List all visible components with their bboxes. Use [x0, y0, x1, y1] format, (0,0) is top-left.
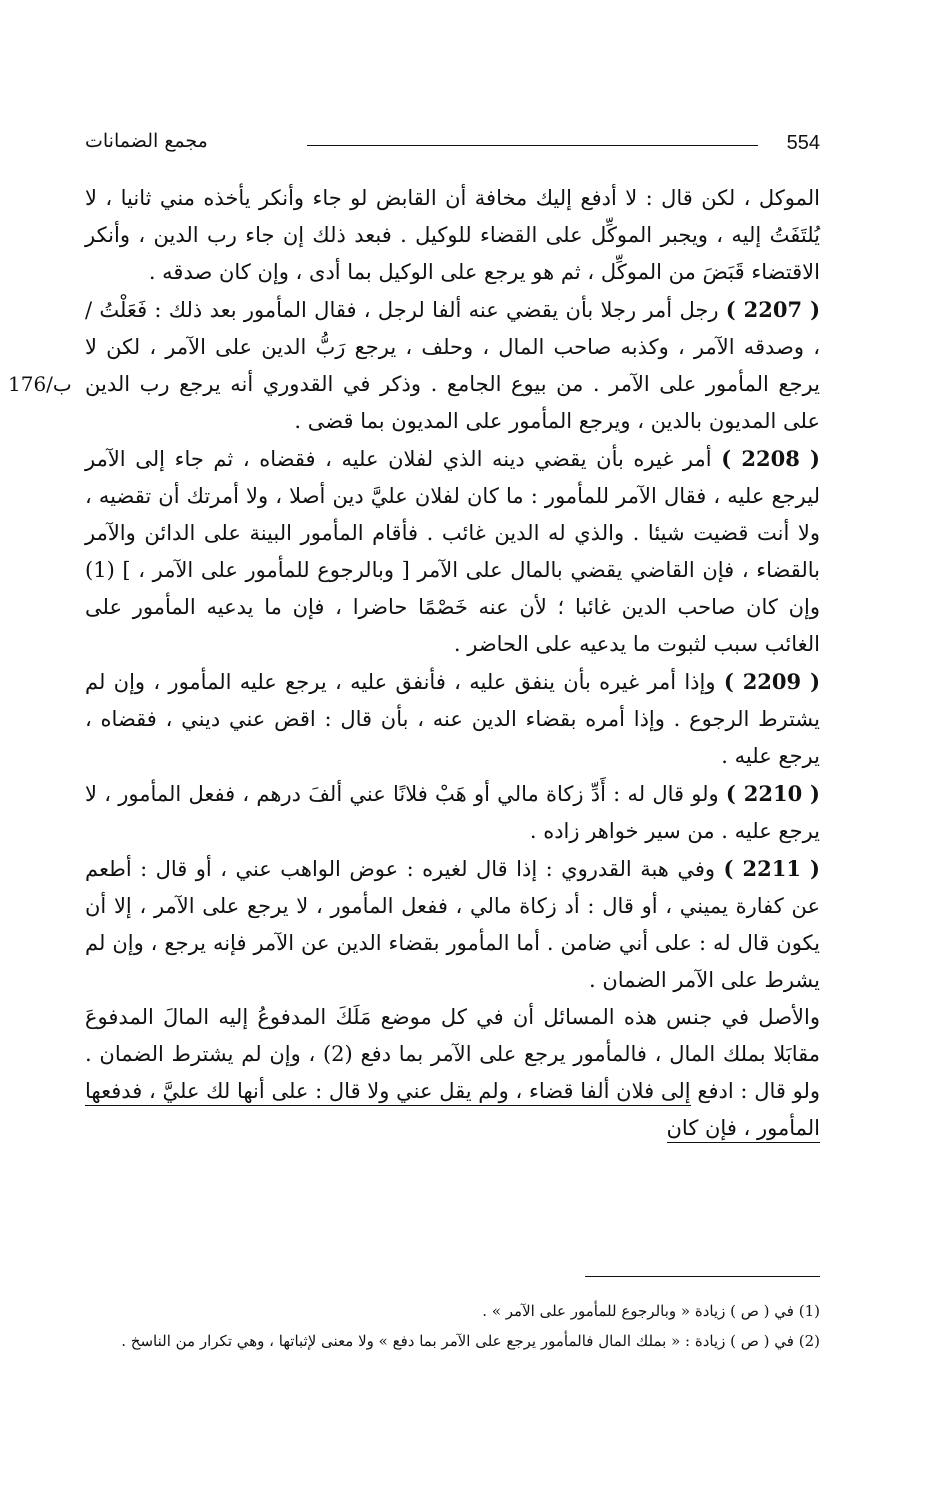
footnote-1: (1) في ( ص ) زيادة « وبالرجوع للمأمور على الآمر » . — [482, 1302, 820, 1320]
entry-number: ( 2210 ) — [725, 781, 820, 806]
header-rule — [307, 145, 758, 146]
underlined-last-line: إلى فلان ألفا قضاء ، ولم يقل عني ولا قال : على أنها لك عليَّ ، فدفعها المأمور ، فإن كان — [85, 1079, 820, 1143]
entry-number: ( 2207 ) — [725, 297, 821, 322]
entry-number: ( 2211 ) — [723, 856, 820, 881]
paragraph-2210: ( 2210 ) ولو قال له : أَدِّ زكاة مالي أو هَبْ فلانًا عني ألفَ درهم ، ففعل المأمور ، لا يرجع عليه . من سير خواهر زاده . — [85, 781, 820, 843]
main-text — [85, 180, 820, 1147]
paragraph-2207: ( 2207 ) رجل أمر رجلا بأن يقضي عنه ألفا لرجل ، فقال المأمور بعد ذلك : فَعَلْتُ / ، وصدقه الآمر ، وكذبه صاحب المال ، وحلف ، يرجع رَبُّ الدين على الآمر ، لكن لا يرجع المأمور على الآمر . من بيوع الجامع . وذكر في القدوري أنه يرجع رب الدين على المديون بالدين ، ويرجع المأمور على المديون بما قضى . — [85, 297, 821, 433]
paragraph-2208: ( 2208 ) أمر غيره بأن يقضي دينه الذي لفلان عليه ، فقضاه ، ثم جاء إلى الآمر ليرجع عليه ، فقال الآمر للمأمور : ما كان لفلان عليَّ دين أصلا ، ولا أمرتك أن تقضيه ، ولا أنت قضيت شيئا . والذي له الدين غائب . فأقام المأمور البينة على الدائن والآمر بالقضاء ، فإن القاضي يقضي بالمال على الآمر [ وبالرجوع للمأمور على الآمر ، ] (1) وإن كان صاحب الدين غائبا ؛ لأن عنه خَصْمًا حاضرا ، فإن ما يدعيه المأمور على الغائب سبب لثبوت ما يدعيه على الحاضر . — [85, 446, 820, 656]
footnote-rule — [585, 1276, 820, 1277]
paragraph-principle: والأصل في جنس هذه المسائل أن في كل موضع مَلَكَ المدفوعُ إليه المالَ المدفوعَ مقابَلا بملك المال ، فالمأمور يرجع على الآمر بما دفع (2) ، وإن لم يشترط الضمان . ولو قال : ادفع إلى فلان ألفا قضاء ، ولم يقل عني ولا قال : على أنها لك عليَّ ، فدفعها المأمور ، فإن كان — [85, 999, 820, 1147]
paragraph-continuation: الموكل ، لكن قال : لا أدفع إليك مخافة أن القابض لو جاء وأنكر يأخذه مني ثانيا ، لا يُلتَفَتُ إليه ، ويجبر الموكِّل على القضاء للوكيل . فبعد ذلك إن جاء رب الدين ، وأنكر الاقتضاء قَبَضَ من الموكِّل ، ثم هو يرجع على الوكيل بما أدى ، وإن كان صدقه . — [85, 186, 820, 284]
paragraph-2211: ( 2211 ) وفي هبة القدروي : إذا قال لغيره : عوض الواهب عني ، أو قال : أطعم عن كفارة يميني ، أو قال : أد زكاة مالي ، ففعل المأمور ، لا يرجع على الآمر ، إلا أن يكون قال له : على أني ضامن . أما المأمور بقضاء الدين عن الآمر فإنه يرجع ، وإن لم يشرط على الآمر الضمان . — [85, 856, 820, 992]
margin-folio-note: 176/ب — [8, 372, 72, 396]
paragraph-2209: ( 2209 ) وإذا أمر غيره بأن ينفق عليه ، فأنفق عليه ، يرجع عليه المأمور ، وإن لم يشترط الرجوع . وإذا أمره بقضاء الدين عنه ، بأن قال : اقض عني ديني ، فقضاه ، يرجع عليه . — [85, 669, 821, 768]
running-header — [85, 130, 820, 162]
page-number: 554 — [786, 132, 820, 154]
entry-number: ( 2208 ) — [721, 446, 820, 471]
footnote-2: (2) في ( ص ) زيادة : « بملك المال فالمأمور يرجع على الآمر بما دفع » ولا معنى لإثباتها ، وهي تكرار من الناسخ . — [121, 1332, 820, 1350]
footnotes — [85, 1296, 820, 1356]
book-title: مجمع الضمانات — [85, 130, 208, 152]
entry-number: ( 2209 ) — [723, 669, 821, 694]
